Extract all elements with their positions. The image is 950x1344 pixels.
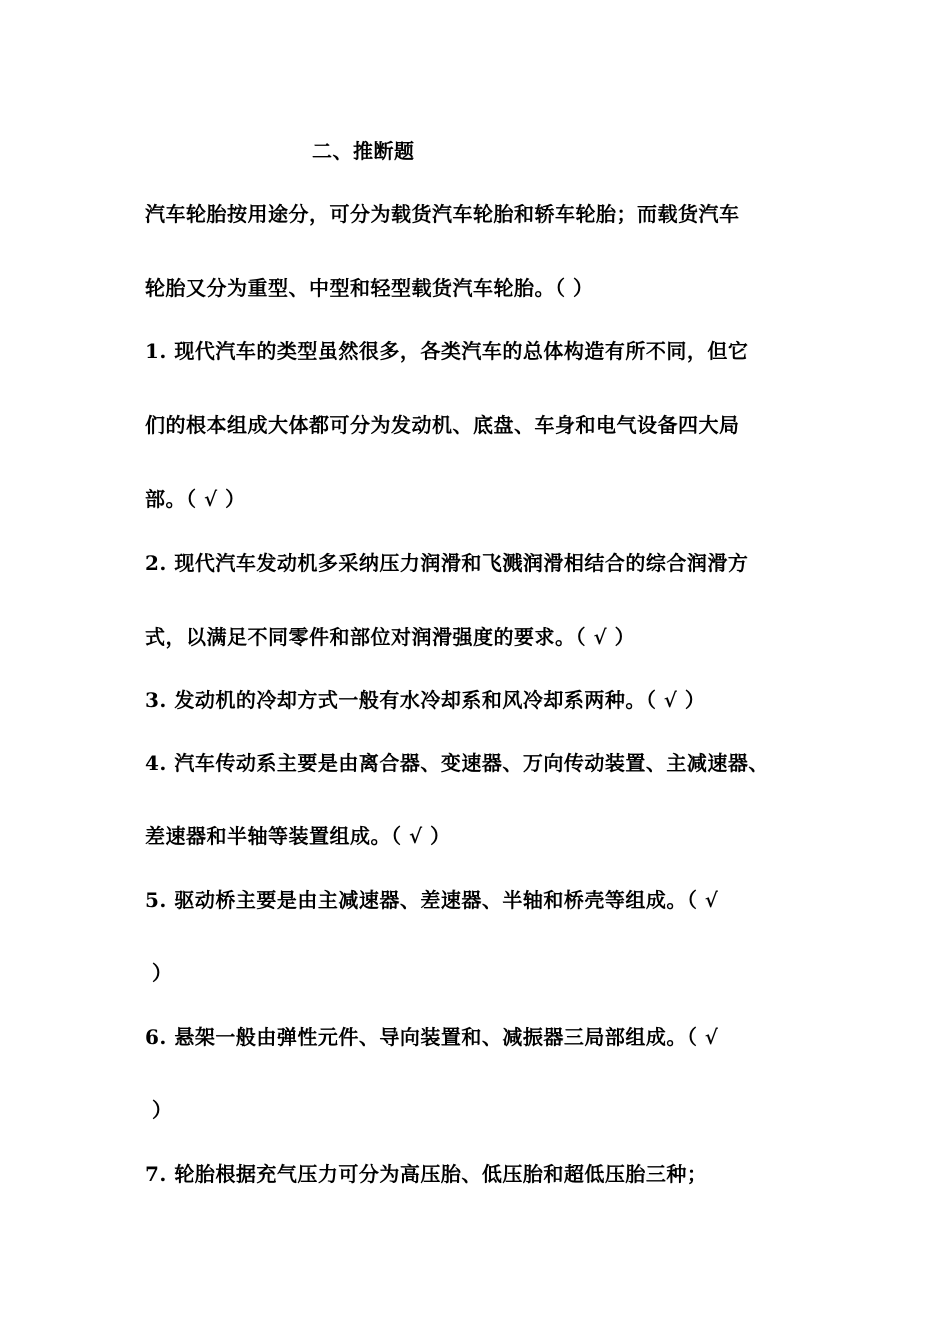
text-line: 汽车轮胎按用途分，可分为载货汽车轮胎和轿车轮胎；而载货汽车 — [145, 202, 740, 226]
text-line: ） — [152, 961, 173, 985]
text-line: 6. 悬架一般由弹性元件、导向装置和、减振器三局部组成。（ √ — [145, 1025, 719, 1049]
section-title: 二、推断题 — [312, 139, 415, 163]
text-line: 4. 汽车传动系主要是由离合器、变速器、万向传动装置、主减速器、 — [145, 751, 769, 775]
text-line: 5. 驱动桥主要是由主减速器、差速器、半轴和桥壳等组成。（ √ — [145, 888, 719, 912]
text-line: 3. 发动机的冷却方式一般有水冷却系和风冷却系两种。（ √ ） — [145, 688, 706, 712]
text-line: 7. 轮胎根据充气压力可分为高压胎、低压胎和超低压胎三种； — [145, 1162, 708, 1186]
text-line: 1. 现代汽车的类型虽然很多，各类汽车的总体构造有所不同，但它 — [145, 339, 749, 363]
text-line: 们的根本组成大体都可分为发动机、底盘、车身和电气设备四大局 — [145, 413, 740, 437]
text-line: 部。（ √ ） — [145, 487, 246, 511]
text-line: 轮胎又分为重型、中型和轻型载货汽车轮胎。（ ） — [145, 276, 594, 300]
text-line: 式，以满足不同零件和部位对润滑强度的要求。（ √ ） — [145, 625, 636, 649]
text-line: 2. 现代汽车发动机多采纳压力润滑和飞溅润滑相结合的综合润滑方 — [145, 551, 749, 575]
text-line: ） — [152, 1098, 173, 1122]
text-line: 差速器和半轴等装置组成。（ √ ） — [145, 824, 451, 848]
